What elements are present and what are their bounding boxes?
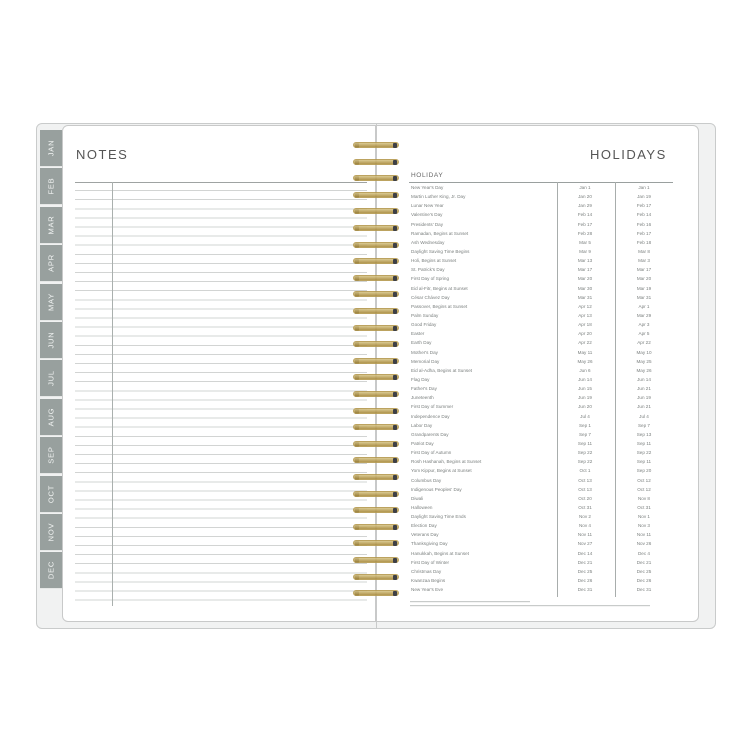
holiday-name: Flag Day <box>411 376 430 382</box>
month-tab-label: NOV <box>46 522 56 542</box>
month-tab-label: AUG <box>46 407 56 427</box>
holiday-row <box>409 265 673 274</box>
holiday-date-col2: Jan 1 <box>638 185 650 190</box>
holiday-date-col2: Apr 5 <box>638 331 650 337</box>
holiday-row <box>409 521 673 530</box>
holiday-row <box>409 201 673 210</box>
spiral-ring <box>349 557 403 564</box>
holiday-date-col2: Sep 22 <box>636 450 652 456</box>
month-tabs <box>40 130 62 592</box>
spiral-ring <box>349 159 403 166</box>
holiday-row <box>409 539 673 548</box>
holiday-name: Veterans Day <box>411 532 439 538</box>
holiday-date-col1: Jun 15 <box>578 386 592 392</box>
spiral-ring <box>349 540 403 547</box>
holiday-row <box>409 238 673 247</box>
holiday-date-col2: Sep 20 <box>636 468 652 474</box>
holiday-date-col1: May 26 <box>577 358 593 364</box>
holiday-name: Presidents' Day <box>411 221 444 227</box>
holiday-date-col2: Oct 31 <box>637 504 651 510</box>
holiday-date-col2: Oct 12 <box>637 477 651 483</box>
holiday-name: New Year's Day <box>411 185 444 190</box>
holiday-date-col1: Apr 12 <box>578 303 592 309</box>
spiral-ring <box>349 258 403 265</box>
holiday-date-col1: Apr 22 <box>578 340 592 346</box>
holidays-column-divider <box>615 182 616 597</box>
holiday-name: First Day of Winter <box>411 559 450 565</box>
holiday-name: Ramadan, Begins at Sunset <box>411 230 469 236</box>
holidays-rows <box>409 183 673 594</box>
spiral-ring <box>349 325 403 332</box>
holiday-date-col1: Oct 13 <box>578 477 592 483</box>
holiday-date-col2: Feb 17 <box>636 230 652 236</box>
holiday-row <box>409 293 673 302</box>
holiday-row <box>409 466 673 475</box>
holiday-name: Patriot Day <box>411 440 434 446</box>
holiday-date-col2: Jun 21 <box>637 386 651 392</box>
holiday-date-col1: Dec 31 <box>577 587 593 593</box>
holiday-row <box>409 476 673 485</box>
holiday-row <box>409 402 673 411</box>
holiday-date-col1: Sep 22 <box>577 450 593 456</box>
holiday-name: St. Patrick's Day <box>411 267 445 273</box>
holiday-date-col2: Oct 12 <box>637 486 651 492</box>
spiral-ring <box>349 142 403 149</box>
holidays-table <box>409 171 673 594</box>
holiday-row <box>409 576 673 585</box>
holiday-date-col1: Nov 27 <box>577 541 593 547</box>
holiday-row <box>409 256 673 265</box>
holiday-row <box>409 485 673 494</box>
holiday-row <box>409 412 673 421</box>
holiday-row <box>409 457 673 466</box>
holiday-name: Independence Day <box>411 413 450 419</box>
holiday-name: Passover, Begins at Sunset <box>411 303 468 309</box>
holiday-date-col2: Sep 11 <box>636 459 652 465</box>
spiral-ring <box>349 574 403 581</box>
holiday-name: Good Friday <box>411 322 437 328</box>
holiday-column-header: HOLIDAY <box>411 172 444 179</box>
holiday-row <box>409 421 673 430</box>
holiday-row <box>409 530 673 539</box>
spiral-ring <box>349 275 403 282</box>
holiday-date-col1: Jun 14 <box>578 376 592 382</box>
holiday-row <box>409 247 673 256</box>
holiday-row <box>409 567 673 576</box>
month-tab-label: DEC <box>46 561 56 580</box>
holiday-date-col2: Jan 19 <box>637 194 651 200</box>
holiday-row <box>409 284 673 293</box>
holiday-date-col2: Mar 29 <box>636 312 652 318</box>
holiday-date-col1: Mar 9 <box>579 248 591 254</box>
holiday-row <box>409 320 673 329</box>
holiday-row <box>409 229 673 238</box>
holiday-row <box>409 220 673 229</box>
holiday-date-col1: Jun 19 <box>578 395 592 401</box>
holiday-name: New Year's Eve <box>411 587 444 593</box>
holiday-date-col2: Apr 22 <box>637 340 651 346</box>
holiday-date-col2: Dec 4 <box>637 550 650 556</box>
spiral-ring <box>349 175 403 182</box>
spiral-ring <box>349 441 403 448</box>
month-tab-feb[interactable] <box>40 168 62 205</box>
holiday-row <box>409 430 673 439</box>
month-tab-aug[interactable] <box>40 399 62 436</box>
holiday-name: Hanukkah, Begins at Sunset <box>411 550 469 556</box>
month-tab-jan[interactable] <box>40 130 62 167</box>
holiday-date-col1: Apr 18 <box>578 322 592 328</box>
holiday-name: Martin Luther King, Jr. Day <box>411 194 466 200</box>
holiday-date-col2: Dec 25 <box>636 568 652 574</box>
spiral-ring <box>349 391 403 398</box>
holiday-date-col2: Sep 13 <box>636 431 652 437</box>
spiral-ring <box>349 208 403 215</box>
holiday-date-col1: Sep 7 <box>578 431 591 437</box>
month-tab-label: OCT <box>46 484 56 503</box>
holiday-row <box>409 357 673 366</box>
holiday-name: Eid al-Adha, Begins at Sunset <box>411 367 473 373</box>
holiday-row <box>409 439 673 448</box>
spiral-ring <box>349 341 403 348</box>
holiday-date-col2: Mar 8 <box>638 248 650 254</box>
holiday-date-col1: Jan 20 <box>578 194 592 200</box>
spiral-ring <box>349 192 403 199</box>
holiday-date-col2: Jun 19 <box>637 395 651 401</box>
holiday-date-col2: May 25 <box>636 358 652 364</box>
month-tab-label: JUN <box>46 331 56 349</box>
holiday-date-col1: Oct 20 <box>578 495 592 501</box>
holiday-row <box>409 512 673 521</box>
holiday-row <box>409 384 673 393</box>
holiday-name: Thanksgiving Day <box>411 541 448 547</box>
month-tab-jun[interactable] <box>40 322 62 359</box>
holiday-date-col1: Jan 29 <box>578 203 592 209</box>
holiday-date-col2: Apr 3 <box>638 322 650 328</box>
holiday-date-col1: Oct 1 <box>579 468 591 474</box>
spiral-ring <box>349 590 403 597</box>
holiday-date-col2: Sep 7 <box>637 422 650 428</box>
holiday-date-col1: May 11 <box>577 349 593 355</box>
holiday-row <box>409 192 673 201</box>
holiday-name: Columbus Day <box>411 477 442 483</box>
month-tab-label: MAY <box>46 292 56 311</box>
notes-lines <box>75 182 367 606</box>
holiday-date-col1: Sep 11 <box>577 440 593 446</box>
holiday-row <box>409 338 673 347</box>
holiday-date-col1: Mar 5 <box>579 239 591 245</box>
spiral-ring <box>349 524 403 531</box>
spiral-ring <box>349 408 403 415</box>
holiday-name: Indigenous Peoples' Day <box>411 486 462 492</box>
holiday-row <box>409 448 673 457</box>
holiday-row <box>409 311 673 320</box>
holiday-date-col2: Nov 8 <box>637 495 650 501</box>
spiral-ring <box>349 424 403 431</box>
holiday-name: Father's Day <box>411 386 437 392</box>
holiday-date-col1: Dec 26 <box>577 578 593 584</box>
holiday-date-col1: Oct 31 <box>578 504 592 510</box>
month-tab-may[interactable] <box>40 284 62 321</box>
spiral-ring <box>349 474 403 481</box>
holiday-name: Eid al-Fitr, Begins at Sunset <box>411 285 468 291</box>
holiday-name: Diwali <box>411 495 424 501</box>
month-tab-oct[interactable] <box>40 476 62 513</box>
holiday-name: Lunar New Year <box>411 203 444 209</box>
holiday-date-col1: Dec 14 <box>577 550 593 556</box>
holiday-row <box>409 329 673 338</box>
holiday-row <box>409 183 673 192</box>
holiday-date-col2: Sep 11 <box>636 440 652 446</box>
holiday-date-col1: Jan 1 <box>579 185 591 190</box>
spiral-binding <box>349 142 403 612</box>
holiday-date-col2: May 10 <box>636 349 652 355</box>
holiday-row <box>409 366 673 375</box>
holiday-name: First Day of Autumn <box>411 450 452 456</box>
month-tab-apr[interactable] <box>40 245 62 282</box>
holiday-date-col1: Mar 30 <box>577 285 593 291</box>
holiday-date-col2: Feb 14 <box>636 212 652 218</box>
holiday-date-col1: Feb 17 <box>577 221 593 227</box>
holiday-date-col1: Dec 25 <box>577 568 593 574</box>
holiday-name: Labor Day <box>411 422 433 428</box>
holiday-name: Earth Day <box>411 340 432 346</box>
holiday-date-col2: Mar 20 <box>636 276 652 282</box>
holiday-name: Mother's Day <box>411 349 438 355</box>
month-tab-label: JUL <box>46 370 56 387</box>
holiday-row <box>409 375 673 384</box>
holiday-date-col2: Nov 1 <box>637 514 650 520</box>
holiday-name: Easter <box>411 331 425 337</box>
holiday-date-col2: Nov 3 <box>637 523 650 529</box>
holiday-date-col1: Nov 4 <box>578 523 591 529</box>
holiday-row <box>409 302 673 311</box>
holiday-name: Daylight Saving Time Ends <box>411 514 466 520</box>
month-tab-mar[interactable] <box>40 207 62 244</box>
holiday-row <box>409 393 673 402</box>
holiday-date-col1: Apr 13 <box>578 312 592 318</box>
month-tab-label: APR <box>46 254 56 273</box>
holiday-date-col2: Feb 16 <box>636 221 652 227</box>
spiral-ring <box>349 308 403 315</box>
holiday-row <box>409 503 673 512</box>
holidays-title: HOLIDAYS <box>590 147 667 162</box>
holiday-date-col1: Jul 4 <box>580 413 590 419</box>
holiday-date-col1: Oct 13 <box>578 486 592 492</box>
holiday-row <box>409 494 673 503</box>
holiday-date-col2: Dec 31 <box>636 587 652 593</box>
holiday-date-col1: Mar 13 <box>577 258 593 264</box>
holiday-date-col2: Dec 21 <box>636 559 652 565</box>
holiday-date-col1: Mar 17 <box>577 267 593 273</box>
holiday-row <box>409 585 673 594</box>
holiday-name: César Chávez Day <box>411 294 450 300</box>
holiday-name: Election Day <box>411 523 437 529</box>
spiral-ring <box>349 457 403 464</box>
month-tab-dec[interactable] <box>40 552 62 589</box>
month-tab-nov[interactable] <box>40 514 62 551</box>
holiday-date-col2: Nov 26 <box>636 541 652 547</box>
holiday-date-col1: Dec 21 <box>577 559 593 565</box>
holiday-date-col2: Jun 21 <box>637 404 651 410</box>
holiday-name: Grandparents Day <box>411 431 449 437</box>
holiday-name: Memorial Day <box>411 358 440 364</box>
holiday-row <box>409 274 673 283</box>
holiday-name: Yom Kippur, Begins at Sunset <box>411 468 472 474</box>
holiday-name: Juneteenth <box>411 395 434 401</box>
spiral-ring <box>349 225 403 232</box>
spiral-ring <box>349 507 403 514</box>
holiday-date-col1: Jun 6 <box>579 367 591 373</box>
holiday-name: Daylight Saving Time Begins <box>411 248 470 254</box>
holiday-date-col2: Feb 17 <box>636 203 652 209</box>
holiday-name: Valentine's Day <box>411 212 443 218</box>
holiday-date-col2: Apr 1 <box>638 303 650 309</box>
holiday-date-col1: Nov 11 <box>577 532 593 538</box>
holiday-name: First Day of Summer <box>411 404 454 410</box>
holidays-table-header <box>409 171 673 183</box>
holidays-column-divider <box>557 182 558 597</box>
holiday-name: Kwanzaa Begins <box>411 578 446 584</box>
holiday-date-col1: Sep 22 <box>577 459 593 465</box>
month-tab-jul[interactable] <box>40 360 62 397</box>
month-tab-label: MAR <box>46 215 56 235</box>
holiday-date-col2: Mar 17 <box>636 267 652 273</box>
spiral-ring <box>349 291 403 298</box>
spiral-ring <box>349 358 403 365</box>
holiday-name: Christmas Day <box>411 568 442 574</box>
holiday-date-col2: May 26 <box>636 367 652 373</box>
holiday-date-col2: Mar 31 <box>636 294 652 300</box>
spiral-ring <box>349 491 403 498</box>
holiday-name: First Day of Spring <box>411 276 450 282</box>
holiday-row <box>409 558 673 567</box>
holiday-date-col1: Feb 14 <box>577 212 593 218</box>
holiday-row <box>409 549 673 558</box>
holiday-date-col1: Feb 28 <box>577 230 593 236</box>
spiral-ring <box>349 374 403 381</box>
holiday-name: Rosh Hashanah, Begins at Sunset <box>411 459 482 465</box>
holiday-name: Ash Wednesday <box>411 239 445 245</box>
holiday-date-col2: Mar 3 <box>638 258 650 264</box>
footnote-text-lines <box>410 601 672 609</box>
holiday-date-col1: Mar 20 <box>577 276 593 282</box>
footnote <box>410 601 672 610</box>
month-tab-sep[interactable] <box>40 437 62 474</box>
holiday-date-col1: Sep 1 <box>578 422 591 428</box>
holiday-date-col2: Jul 4 <box>639 413 649 419</box>
holiday-date-col1: Nov 2 <box>578 514 591 520</box>
holiday-date-col2: Mar 19 <box>636 285 652 291</box>
holiday-date-col2: Jun 14 <box>637 376 651 382</box>
holiday-date-col1: Apr 20 <box>578 331 592 337</box>
month-tab-label: SEP <box>46 446 56 464</box>
holiday-row <box>409 210 673 219</box>
holiday-date-col2: Dec 26 <box>636 578 652 584</box>
holiday-date-col1: Jun 20 <box>578 404 592 410</box>
holiday-name: Halloween <box>411 504 433 510</box>
month-tab-label: JAN <box>46 139 56 157</box>
holiday-name: Holi, Begins at Sunset <box>411 258 457 264</box>
holiday-name: Palm Sunday <box>411 312 439 318</box>
holiday-row <box>409 348 673 357</box>
holiday-date-col2: Feb 18 <box>636 239 652 245</box>
notes-margin-line <box>112 182 113 606</box>
holiday-date-col2: Nov 11 <box>636 532 652 538</box>
holiday-date-col1: Mar 31 <box>577 294 593 300</box>
notes-title: NOTES <box>76 147 129 162</box>
spiral-ring <box>349 242 403 249</box>
month-tab-label: FEB <box>46 177 56 195</box>
